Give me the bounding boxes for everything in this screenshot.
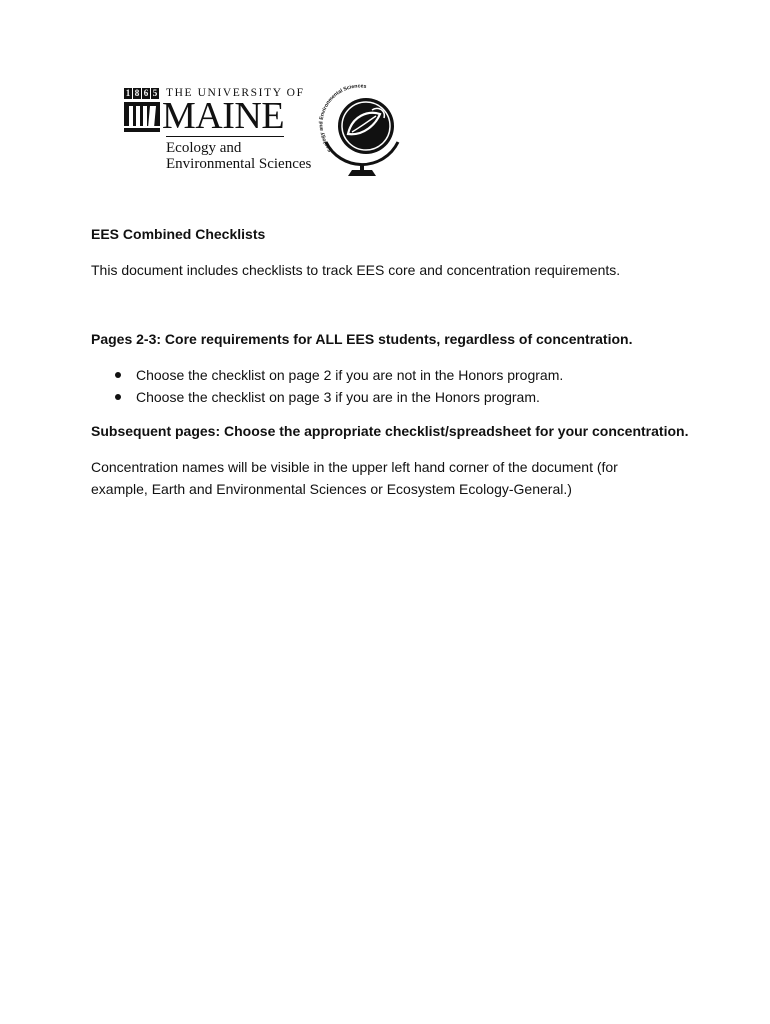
document-heading: EES Combined Checklists xyxy=(91,226,266,242)
emblem-ring-text: Ecology and Environmental Sciences xyxy=(318,83,367,153)
year-digit: 1 xyxy=(125,88,131,98)
intro-text: This document includes checklists to track EES core and concentration requirements. xyxy=(91,262,621,278)
maine-wordmark: MAINE xyxy=(162,95,285,137)
department-line: Environmental Sciences xyxy=(166,156,312,172)
founding-year xyxy=(124,88,159,99)
list-item-text: Choose the checklist on page 2 if you are not in the Honors program. xyxy=(136,367,564,383)
concentration-note: Concentration names will be visible in the upper left hand corner of the document (for example, Earth and Environmental Sciences or Ecosystem Ecology-General.) xyxy=(91,459,618,497)
logo-divider xyxy=(166,136,284,137)
list-item xyxy=(112,386,563,408)
subsequent-pages-heading: Subsequent pages: Choose the appropriate checklist/spreadsheet for your concentration. xyxy=(91,423,689,439)
university-of-label: THE UNIVERSITY OF xyxy=(166,87,305,99)
instruction-list xyxy=(112,364,563,408)
university-logo xyxy=(122,86,322,178)
bullet-icon xyxy=(115,394,121,400)
core-requirements-heading: Pages 2-3: Core requirements for ALL EES students, regardless of concentration. xyxy=(91,331,633,347)
year-digit: 6 xyxy=(143,88,149,98)
maine-columns-icon xyxy=(124,102,160,132)
department-line: Ecology and xyxy=(166,140,242,156)
year-digit: 5 xyxy=(152,88,158,98)
list-item xyxy=(112,364,563,386)
globe-emblem-icon xyxy=(318,80,406,182)
year-digit: 8 xyxy=(134,88,140,98)
list-item-text: Choose the checklist on page 3 if you are in the Honors program. xyxy=(136,389,540,405)
bullet-icon xyxy=(115,372,121,378)
department-name xyxy=(166,140,311,172)
